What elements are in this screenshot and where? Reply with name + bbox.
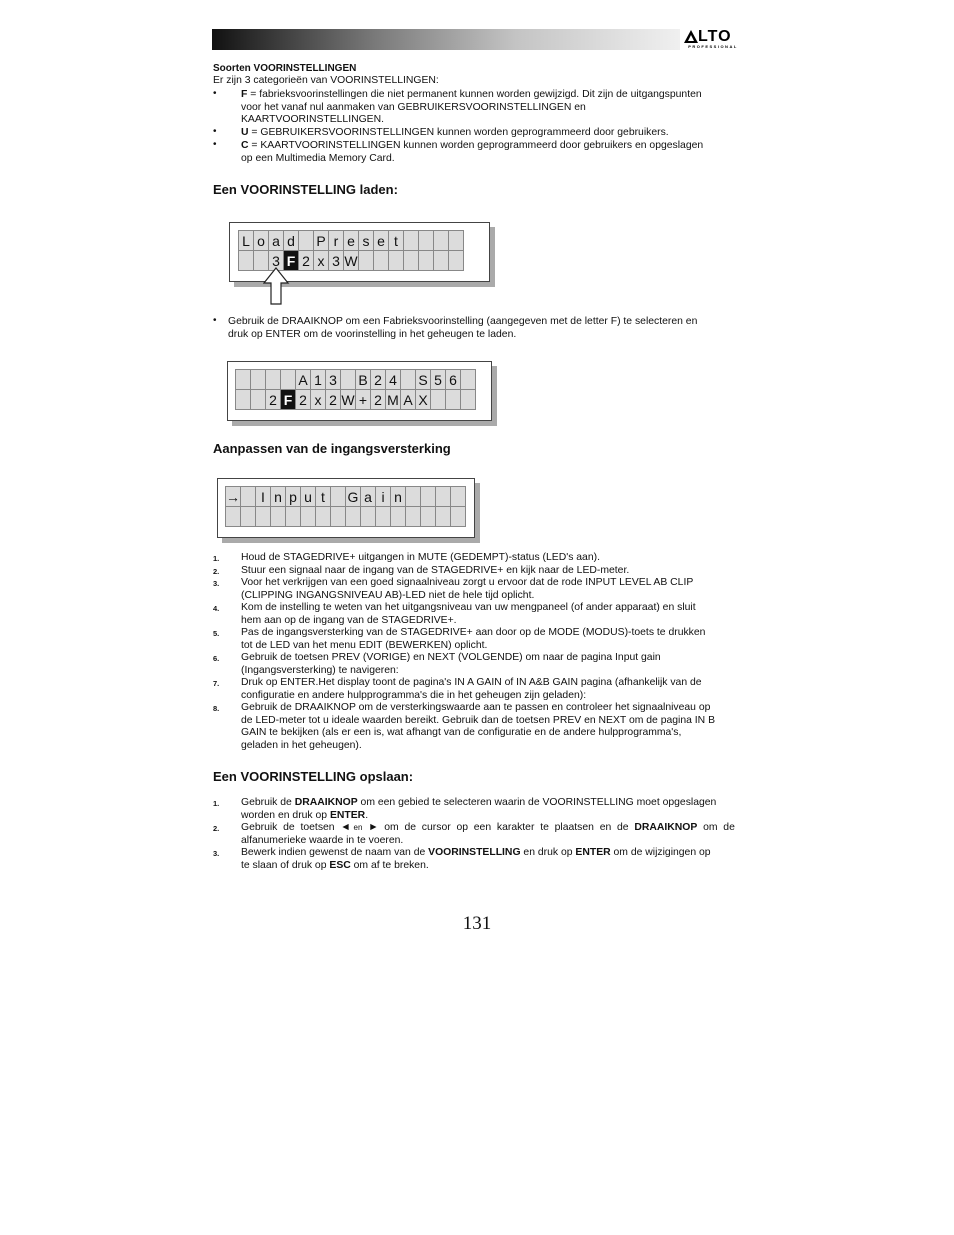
lcd-cell: P bbox=[314, 231, 329, 251]
lcd-cell bbox=[241, 487, 256, 507]
lcd-cell: p bbox=[286, 487, 301, 507]
lcd-cell: M bbox=[386, 390, 401, 410]
input-gain-step-5 bbox=[241, 627, 741, 652]
step-line: Kom de instelling te weten van het uitgangsniveau van uw mengpaneel (of ander apparaat) en sluit bbox=[241, 602, 696, 613]
input-gain-step-2 bbox=[241, 565, 741, 578]
lcd-cell bbox=[341, 370, 356, 390]
lcd-display-input-gain bbox=[217, 478, 475, 538]
lcd-cell bbox=[389, 251, 404, 271]
alto-logo-triangle-icon bbox=[684, 30, 698, 43]
lcd-cell bbox=[286, 507, 301, 527]
lcd-cell bbox=[239, 251, 254, 271]
lcd-cell: 1 bbox=[311, 370, 326, 390]
lcd-cell: 6 bbox=[446, 370, 461, 390]
lcd-cell bbox=[251, 370, 266, 390]
lcd-cell bbox=[419, 251, 434, 271]
lcd-cell: e bbox=[374, 231, 389, 251]
lcd-grid bbox=[238, 230, 464, 271]
lcd-cell bbox=[436, 487, 451, 507]
lcd-cell: x bbox=[311, 390, 326, 410]
lcd-cell bbox=[434, 251, 449, 271]
lcd-cell bbox=[236, 390, 251, 410]
list-number: 8. bbox=[213, 704, 220, 713]
lcd-cell bbox=[431, 390, 446, 410]
lcd-cell: W bbox=[341, 390, 356, 410]
lcd-cell: → bbox=[226, 487, 241, 507]
lcd-cell bbox=[251, 390, 266, 410]
lcd-cell bbox=[236, 370, 251, 390]
lcd-cell bbox=[461, 390, 476, 410]
lcd-cell bbox=[461, 370, 476, 390]
list-number: 3. bbox=[213, 849, 220, 858]
lcd-cell: e bbox=[344, 231, 359, 251]
lcd-cell bbox=[331, 487, 346, 507]
lcd-cell bbox=[419, 231, 434, 251]
list-item-f: F = fabrieksvoorinstellingen die niet permanent kunnen worden gewijzigd. Dit zijn de uitgangspunten voor het vanaf nul aanmaken van GEBRUIKERSVOORINSTELLINGEN en KAARTVOORINSTELLINGEN. bbox=[241, 89, 702, 125]
list-item-c: C = KAARTVOORINSTELLINGEN kunnen worden geprogrammeerd door gebruikers en opgeslagen op een Multimedia Memory Card. bbox=[241, 140, 704, 164]
lcd-cell bbox=[421, 487, 436, 507]
list-number: 2. bbox=[213, 824, 220, 833]
lcd-cell bbox=[301, 507, 316, 527]
lcd-cell: I bbox=[256, 487, 271, 507]
lcd-cell: a bbox=[361, 487, 376, 507]
lcd-cell bbox=[404, 231, 419, 251]
input-gain-step-3 bbox=[241, 577, 741, 602]
list-number: 7. bbox=[213, 679, 220, 688]
lcd-cell: 2 bbox=[326, 390, 341, 410]
lcd-cell: G bbox=[346, 487, 361, 507]
logo-text: LTO bbox=[698, 28, 732, 45]
lcd-cell: 4 bbox=[386, 370, 401, 390]
lcd-cell: A bbox=[401, 390, 416, 410]
heading-input-gain: Aanpassen van de ingangsversterking bbox=[213, 441, 451, 456]
lcd-cell: 3 bbox=[326, 370, 341, 390]
heading-load-preset: Een VOORINSTELLING laden: bbox=[213, 182, 398, 197]
step-line: hem aan op de ingang van de STAGEDRIVE+. bbox=[241, 614, 457, 626]
list-number: 3. bbox=[213, 579, 220, 588]
step-line: tot de LED van het menu EDIT (BEWERKEN) oplicht. bbox=[241, 639, 488, 651]
step-line: Gebruik de toetsen PREV (VORIGE) en NEXT (VOLGENDE) om naar de pagina Input gain bbox=[241, 652, 661, 663]
lcd-cell bbox=[451, 507, 466, 527]
lcd-cell: t bbox=[316, 487, 331, 507]
step-line: geladen in het geheugen). bbox=[241, 739, 362, 751]
lcd-cell bbox=[436, 507, 451, 527]
step-line: (CLIPPING INGANGSNIVEAU AB)-LED niet de hele tijd oplicht. bbox=[241, 589, 535, 601]
lcd-cell bbox=[446, 390, 461, 410]
lcd-cell bbox=[404, 251, 419, 271]
step-line: Druk op ENTER.Het display toont de pagina's IN A GAIN of IN A&B GAIN pagina (afhankelijk van de bbox=[241, 677, 702, 688]
lcd-cell bbox=[391, 507, 406, 527]
lcd-cell: F bbox=[284, 251, 299, 271]
bullet-marker: • bbox=[213, 126, 217, 137]
lcd-cell bbox=[376, 507, 391, 527]
lcd-cell bbox=[281, 370, 296, 390]
lcd-cell bbox=[434, 231, 449, 251]
lcd-cell bbox=[421, 507, 436, 527]
step-line: Houd de STAGEDRIVE+ uitgangen in MUTE (GEDEMPT)-status (LED's aan). bbox=[241, 552, 600, 563]
page-number: 131 bbox=[462, 913, 492, 934]
lcd-cell: S bbox=[416, 370, 431, 390]
lcd-cell bbox=[346, 507, 361, 527]
list-number: 1. bbox=[213, 799, 220, 808]
save-step-2: Gebruik de toetsen ◄ en ► om de cursor op een karakter te plaatsen en de DRAAIKNOP om de alfanumerieke waarde in te voeren. bbox=[241, 822, 735, 846]
bullet-marker: • bbox=[213, 88, 217, 99]
lcd-cell bbox=[406, 487, 421, 507]
lcd-cell bbox=[256, 507, 271, 527]
lcd-cell: n bbox=[391, 487, 406, 507]
input-gain-step-6 bbox=[241, 652, 741, 677]
lcd-cell: L bbox=[239, 231, 254, 251]
lcd-cell bbox=[271, 507, 286, 527]
list-number: 1. bbox=[213, 554, 220, 563]
step-line: Voor het verkrijgen van een goed signaalniveau zorgt u ervoor dat de rode INPUT LEVEL AB CLIP bbox=[241, 577, 694, 588]
up-arrow-icon bbox=[263, 267, 291, 305]
lcd-cell bbox=[406, 507, 421, 527]
lcd-cell: W bbox=[344, 251, 359, 271]
input-gain-step-8 bbox=[241, 702, 741, 752]
lcd-cell: x bbox=[314, 251, 329, 271]
step-line: configuratie en andere hulpprogramma's die in het geheugen zijn geladen): bbox=[241, 689, 587, 701]
input-gain-step-1 bbox=[241, 552, 741, 565]
lcd-cell: i bbox=[376, 487, 391, 507]
lcd-cell: F bbox=[281, 390, 296, 410]
lcd-cell: u bbox=[301, 487, 316, 507]
list-number: 2. bbox=[213, 567, 220, 576]
header-gradient-bar bbox=[212, 29, 680, 50]
lcd-cell bbox=[226, 507, 241, 527]
lcd-cell: 2 bbox=[299, 251, 314, 271]
input-gain-step-7 bbox=[241, 677, 741, 702]
lcd-cell: 2 bbox=[266, 390, 281, 410]
lcd-cell: t bbox=[389, 231, 404, 251]
lcd-cell bbox=[451, 487, 466, 507]
lcd-cell: d bbox=[284, 231, 299, 251]
lcd-cell bbox=[316, 507, 331, 527]
lcd-cell bbox=[299, 231, 314, 251]
lcd-cell: 3 bbox=[329, 251, 344, 271]
lcd-cell: s bbox=[359, 231, 374, 251]
lcd-cell: a bbox=[269, 231, 284, 251]
lcd-cell bbox=[361, 507, 376, 527]
lcd-cell bbox=[401, 370, 416, 390]
list-number: 6. bbox=[213, 654, 220, 663]
lcd-cell: 2 bbox=[296, 390, 311, 410]
lcd-cell: 2 bbox=[371, 390, 386, 410]
list-number: 5. bbox=[213, 629, 220, 638]
section-intro: Er zijn 3 categorieën van VOORINSTELLINGEN: bbox=[213, 75, 439, 86]
lcd-cell bbox=[449, 251, 464, 271]
load-preset-instruction: Gebruik de DRAAIKNOP om een Fabrieksvoorinstelling (aangegeven met de letter F) te selecteren en druk op ENTER om de voorinstelling in het geheugen te laden. bbox=[228, 316, 698, 340]
lcd-cell bbox=[266, 370, 281, 390]
save-step-3: Bewerk indien gewenst de naam van de VOORINSTELLING en druk op ENTER om de wijzigingen op te slaan of druk op ESC om af te breken. bbox=[241, 847, 711, 871]
list-item-u: U = GEBRUIKERSVOORINSTELLINGEN kunnen worden geprogrammeerd door gebruikers. bbox=[241, 127, 669, 138]
step-line: de LED-meter tot u ideale waarden bereikt. Gebruik dan de toetsen PREV en NEXT om de pagina IN B bbox=[241, 714, 716, 726]
lcd-grid bbox=[235, 369, 476, 410]
step-line: Gebruik de DRAAIKNOP om de versterkingswaarde aan te passen en controleer het signaalniveau op bbox=[241, 702, 711, 713]
lcd-cell bbox=[331, 507, 346, 527]
lcd-cell bbox=[449, 231, 464, 251]
lcd-grid bbox=[225, 486, 466, 527]
lcd-cell: B bbox=[356, 370, 371, 390]
list-number: 4. bbox=[213, 604, 220, 613]
lcd-cell: r bbox=[329, 231, 344, 251]
lcd-cell bbox=[241, 507, 256, 527]
lcd-cell bbox=[359, 251, 374, 271]
lcd-cell: X bbox=[416, 390, 431, 410]
step-line: GAIN te bekijken (als er een is, wat afhangt van de configuratie en de andere hulpprogramma's, bbox=[241, 727, 682, 738]
save-step-1: Gebruik de DRAAIKNOP om een gebied te selecteren waarin de VOORINSTELLING moet opgeslagen worden en druk op ENTER. bbox=[241, 797, 717, 821]
step-line: Pas de ingangsversterking van de STAGEDRIVE+ aan door op de MODE (MODUS)-toets te drukken bbox=[241, 627, 706, 638]
lcd-cell: A bbox=[296, 370, 311, 390]
section-title-types: Soorten VOORINSTELLINGEN bbox=[213, 63, 357, 74]
heading-save-preset: Een VOORINSTELLING opslaan: bbox=[213, 769, 414, 784]
alto-logo bbox=[684, 29, 742, 50]
bullet-marker: • bbox=[213, 315, 217, 326]
input-gain-step-4 bbox=[241, 602, 741, 627]
lcd-cell: n bbox=[271, 487, 286, 507]
lcd-cell bbox=[374, 251, 389, 271]
lcd-cell: 3 bbox=[269, 251, 284, 271]
lcd-display-preset-info bbox=[227, 361, 492, 421]
lcd-cell: + bbox=[356, 390, 371, 410]
lcd-cell: 5 bbox=[431, 370, 446, 390]
logo-subtext: PROFESSIONAL bbox=[688, 44, 738, 49]
step-line: (Ingangsversterking) te navigeren: bbox=[241, 664, 399, 676]
lcd-cell: 2 bbox=[371, 370, 386, 390]
bullet-marker: • bbox=[213, 139, 217, 150]
step-line: Stuur een signaal naar de ingang van de STAGEDRIVE+ en kijk naar de LED-meter. bbox=[241, 565, 630, 576]
lcd-cell: o bbox=[254, 231, 269, 251]
